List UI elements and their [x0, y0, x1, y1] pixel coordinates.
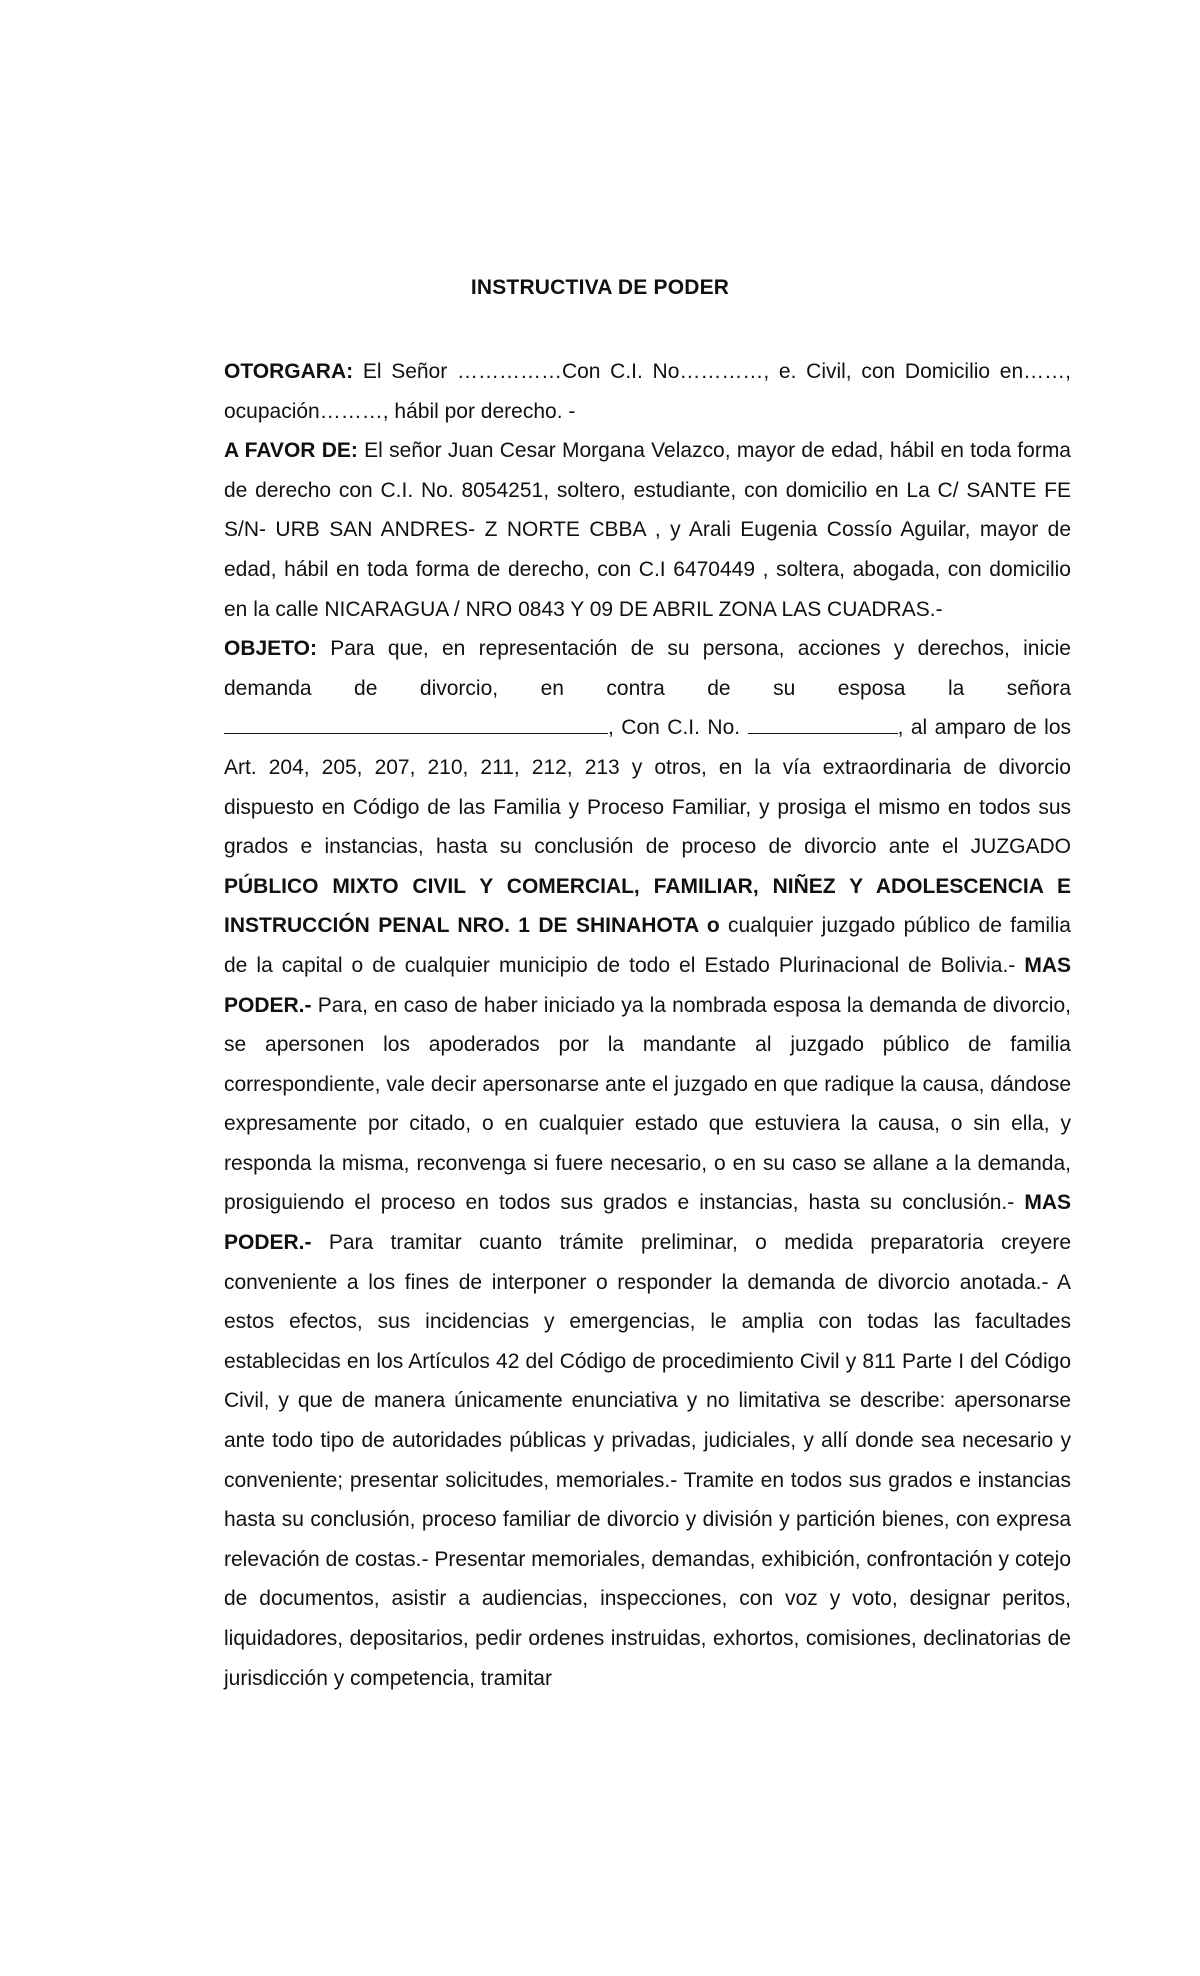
document-body: [224, 352, 1071, 1698]
mas-poder-label-2: MAS PODER.-: [224, 1191, 1071, 1255]
otorgara-text: El Señor ……………Con C.I. No…………, e. Civil, con Domicilio en……, ocupación………, hábil por derecho. -: [224, 360, 1071, 423]
objeto-text-6: Para tramitar cuanto trámite preliminar, o medida preparatoria creyere conveniente a los fines de interponer o responder la demanda de divorcio anotada.- A estos efectos, sus incidencias y emergencias, le amplia con todas las facultades establecidas en los Artículos 42 del Código de procedimiento Civil y 811 Parte I del Código Civil, y que de manera únicamente enunciativa y no limitativa se describe: apersonarse ante todo tipo de autoridades públicas y privadas, judiciales, y allí donde sea necesario y conveniente; presentar solicitudes, memoriales.- Tramite en todos sus grados e instancias hasta su conclusión, proceso familiar de divorcio y división y partición bienes, con expresa relevación de costas.- Presentar memoriales, demandas, exhibición, confrontación y cotejo de documentos, asistir a audiencias, inspecciones, con voz y voto, designar peritos, liquidadores, depositarios, pedir ordenes instruidas, exhortos, comisiones, declinatorias de jurisdicción y competencia, tramitar: [224, 1231, 1071, 1690]
objeto-label: OBJETO:: [224, 637, 317, 661]
objeto-text-5: Para, en caso de haber iniciado ya la nombrada esposa la demanda de divorcio, se apersonen los apoderados por la mandante al juzgado público de familia correspondiente, vale decir apersonarse ante el juzgado en que radique la causa, dándose expresamente por citado, o en cualquier estado que estuviera la causa, o sin ella, y responda la misma, reconvenga si fuere necesario, o en su caso se allane a la demanda, prosiguiendo el proceso en todos sus grados e instancias, hasta su conclusión.-: [224, 993, 1071, 1215]
document-title: INSTRUCTIVA DE PODER: [470, 276, 730, 299]
objeto-paragraph: [224, 629, 1071, 1698]
a-favor-paragraph: [224, 431, 1071, 629]
objeto-text-4: cualquier juzgado público de familia de la capital o de cualquier municipio de todo el Estado Plurinacional de Bolivia.-: [224, 914, 1071, 977]
juzgado-name: PÚBLICO MIXTO CIVIL Y COMERCIAL, FAMILIAR, NIÑEZ Y ADOLESCENCIA E INSTRUCCIÓN PENAL NRO. 1 DE SHINAHOTA o: [224, 874, 1071, 938]
a-favor-text: El señor Juan Cesar Morgana Velazco, mayor de edad, hábil en toda forma de derecho con C.I. No. 8054251, soltero, estudiante, con domicilio en La C/ SANTE FE S/N- URB SAN ANDRES- Z NORTE CBBA , y Arali Eugenia Cossío Aguilar, mayor de edad, hábil en toda forma de derecho, con C.I 6470449 , soltera, abogada, con domicilio en la calle NICARAGUA / NRO 0843 Y 09 DE ABRIL ZONA LAS CUADRAS.-: [224, 439, 1071, 621]
objeto-text-1: Para que, en representación de su persona, acciones y derechos, inicie demanda de divorcio, en contra de su esposa la señora: [224, 637, 1071, 700]
otorgara-paragraph: [224, 352, 1071, 431]
otorgara-label: OTORGARA:: [224, 360, 354, 383]
a-favor-label: A FAVOR DE:: [224, 439, 358, 463]
objeto-text-3: , al amparo de los Art. 204, 205, 207, 210, 211, 212, 213 y otros, en la vía extraordinaria de divorcio dispuesto en Código de las Familia y Proceso Familiar, y prosiga el mismo en todos sus grados e instancias, hasta su conclusión de proceso de divorcio ante el JUZGADO: [224, 716, 1071, 859]
spouse-name-blank: [224, 713, 608, 734]
mas-poder-label-1: MAS PODER.-: [224, 953, 1071, 1017]
objeto-text-2: , Con C.I. No.: [608, 716, 748, 740]
spouse-ci-blank: [748, 713, 898, 734]
